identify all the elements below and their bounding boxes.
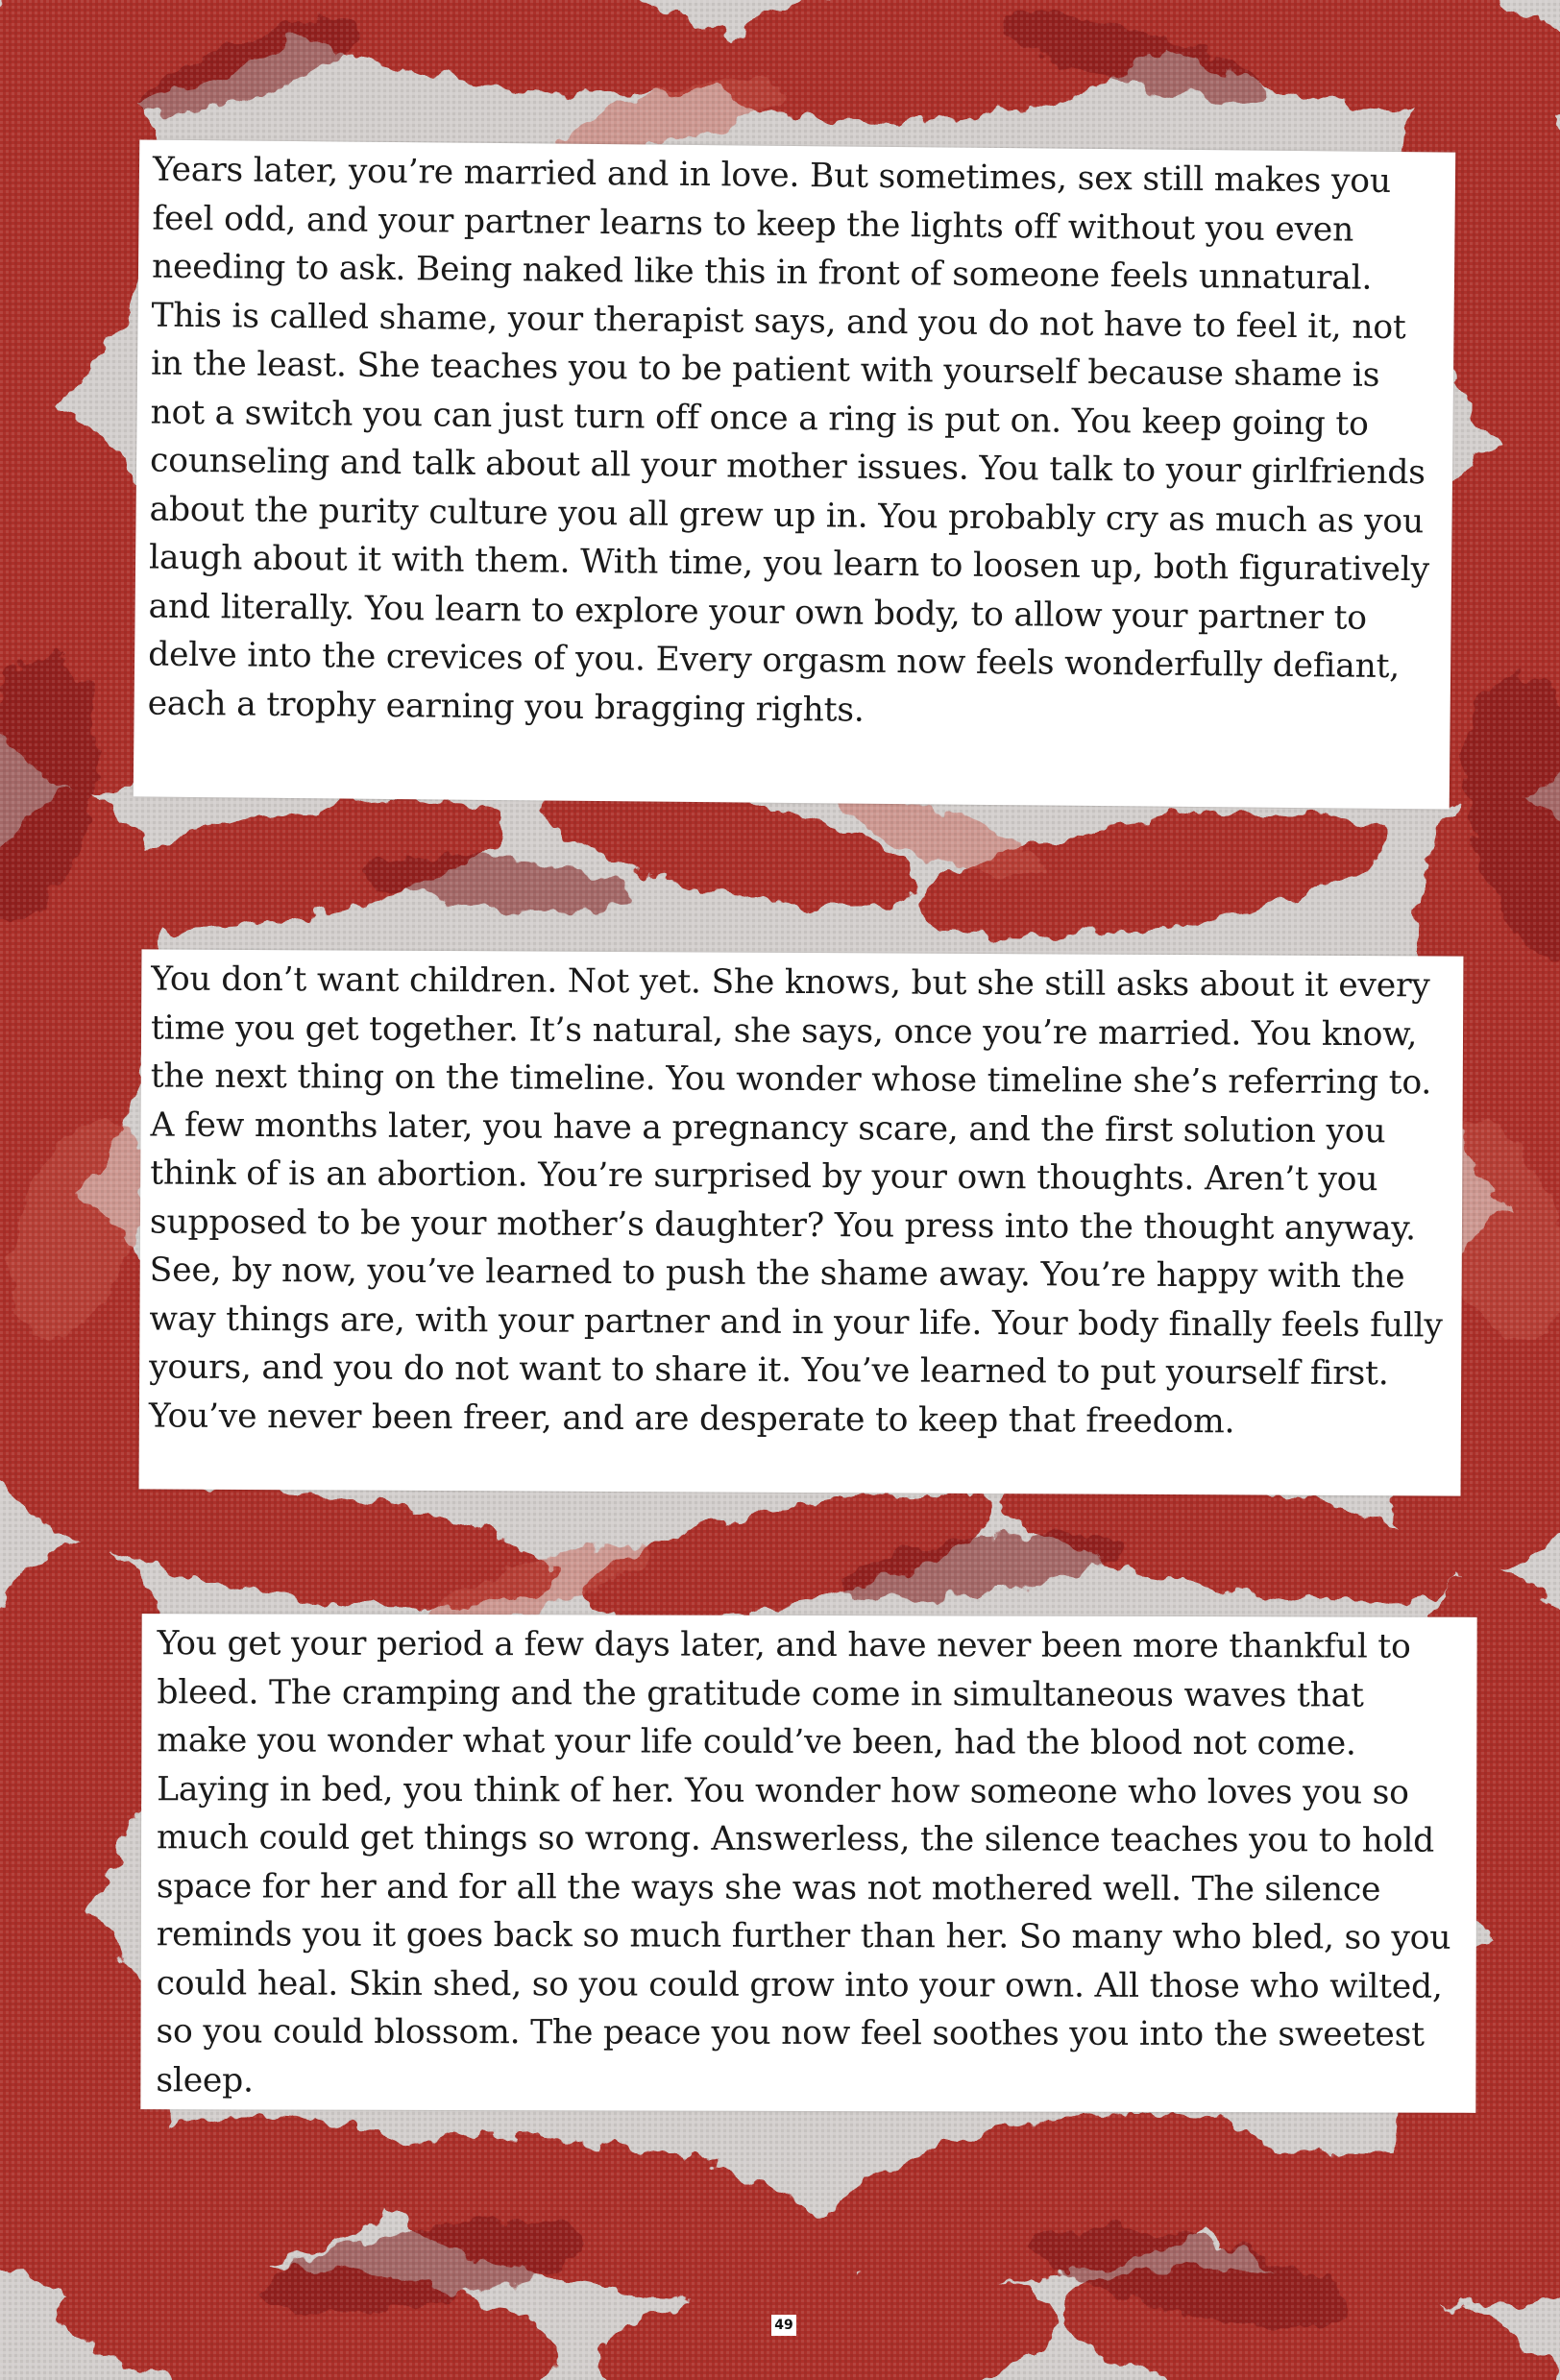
paragraph-3: You get your period a few days later, and have never been more thankful to bleed. The cramping and the gratitude come in simultaneous waves that make you wonder what your life could’ve been, had the blood not come. Laying in bed, you think of her. You wonder how someone who loves you so much could get things so wrong. Answerless, the silence teaches you to hold space for her and for all the ways she was not mothered well. The silence reminds you it goes back so much further than her. So many who bled, so you could heal. Skin shed, so you could grow into your own. All those who wilted, so you could blossom. The peace you now feel soothes you into the sweetest sleep.: [156, 1624, 1451, 2100]
page-number: 49: [771, 2315, 796, 2336]
text-box-2: [139, 949, 1464, 1495]
paragraph-2: You don’t want children. Not yet. She knows, but she still asks about it every time you get together. It’s natural, she says, once you’re married. You know, the next thing on the timeline. You wonder whose timeline she’s referring to. A few months later, you have a pregnancy scare, and the first solution you think of is an abortion. You’re surprised by your own thoughts. Aren’t you supposed to be your mother’s daughter? You press into the thought anyway. See, by now, you’ve learned to push the shame away. You’re happy with the way things are, with your partner and in your life. Your body finally feels fully yours, and you do not want to share it. You’ve learned to put yourself first. You’ve never been freer, and are desperate to keep that freedom.: [148, 959, 1443, 1441]
paragraph-1: Years later, you’re married and in love. But sometimes, sex still makes you feel odd, and your partner learns to keep the lights off without you even needing to ask. Being naked like this in front of someone feels unnatural. This is called shame, your therapist says, and you do not have to feel it, not in the least. She teaches you to be patient with yourself because shame is not a switch you can just turn off once a ring is put on. You keep going to counseling and talk about all your mother issues. You talk to your girlfriends about the purity culture you all grew up in. You probably cry as much as you laugh about it with them. With time, you learn to loosen up, both figuratively and literally. You learn to explore your own body, to allow your partner to delve into the crevices of you. Every orgasm now feels wonderfully defiant, each a trophy earning you bragging rights.: [147, 150, 1430, 730]
text-box-3: [140, 1614, 1476, 2113]
text-box-1: [134, 139, 1456, 809]
